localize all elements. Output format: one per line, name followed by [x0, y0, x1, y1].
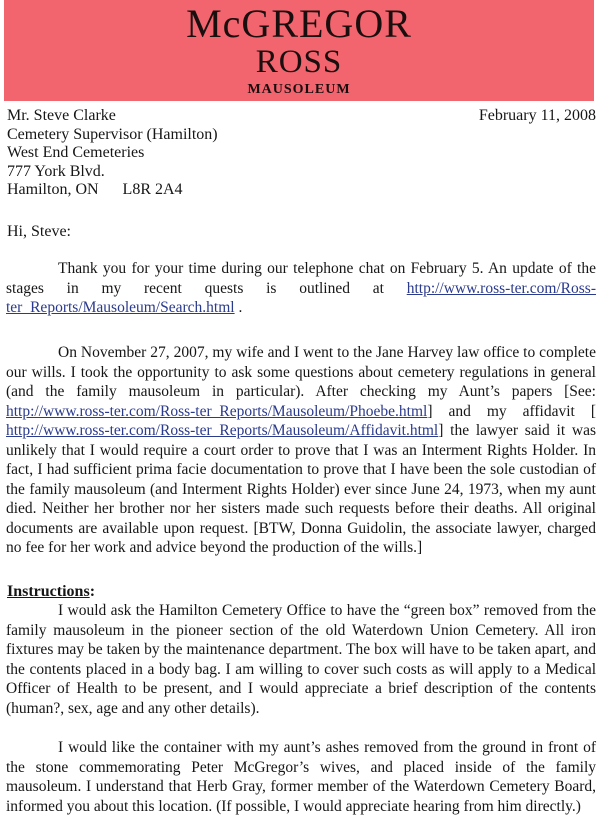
paragraph-ashes: I would like the container with my aunt’s ashes removed from the ground in front of the stone commemorating Peter McGregor’s wives, and placed inside of the family mausoleum. I understand that Herb Gray, former member of the Waterdown Cemetery Board, informed you about this location. (If possible, I would appreciate hearing from him directly.) [6, 739, 596, 815]
affidavit-report-link[interactable]: http://www.ross-ter.com/Ross-ter_Reports/Mausoleum/Affidavit.html [6, 422, 439, 439]
salutation: Hi, Steve: [7, 223, 71, 240]
paragraph-lawyer-part-3: ] the lawyer said it was unlikely that I would require a court order to prove that I was an Interment Rights Holder. In fact, I had sufficient prima facie documentation to prove that I have been the sole custodian of the family mausoleum (and Interment Rights Holder) ever since June 24, 1973, when my aunt died. Neither her brother nor her sisters made such requests before their deaths. All original documents are available upon request. [BTW, Donna Guidolin, the associate lawyer, charged no fee for her work and advice beyond the production of the wills.] [6, 422, 596, 556]
paragraph-update-tail: . [234, 299, 243, 316]
instructions-heading [7, 583, 95, 601]
instructions-heading-text: Instructions [7, 583, 90, 600]
recipient-street: 777 York Blvd. [7, 162, 105, 180]
recipient-title: Cemetery Supervisor (Hamilton) [7, 125, 218, 143]
letterhead-banner [4, 0, 594, 101]
paragraph-lawyer-part-1: On November 27, 2007, my wife and I went to the Jane Harvey law office to complete our wills. I took the opportunity to ask some questions about cemetery regulations in general (and the family mausoleum in particular). After checking my Aunt’s papers [See: [6, 344, 596, 400]
paragraph-green-box: I would ask the Hamilton Cemetery Office to have the “green box” removed from the family mausoleum in the pioneer section of the old Waterdown Union Cemetery. All iron fixtures may be taken by the maintenance department. The box will have to be taken apart, and the contents placed in a body bag. I am willing to cover such costs as will apply to a Medical Officer of Health to be present, and I would appreciate a brief description of the contents (human?, sex, age and any other details). [6, 602, 596, 717]
instructions-heading-colon: : [89, 583, 96, 600]
letterhead-line-3: MAUSOLEUM [247, 82, 351, 97]
letterhead-line-2: ROSS [255, 44, 343, 80]
search-report-link[interactable]: http://www.ross-ter.com/Ross-ter_Reports/Mausoleum/Search.html [6, 279, 596, 316]
paragraph-lawyer-part-2: ] and my affidavit [ [427, 402, 596, 420]
letter-date: February 11, 2008 [478, 107, 596, 124]
paragraph-update [6, 259, 596, 318]
recipient-city: Hamilton, ON L8R 2A4 [7, 181, 183, 198]
phoebe-report-link[interactable]: http://www.ross-ter.com/Ross-ter_Reports/Mausoleum/Phoebe.html [6, 402, 428, 420]
recipient-name: Mr. Steve Clarke [7, 107, 116, 124]
paragraph-update-text: Thank you for your time during our telephone chat on February 5. An update of the stages in my recent quests is outlined at [6, 260, 596, 297]
recipient-org: West End Cemeteries [7, 144, 145, 161]
recipient-address [7, 107, 218, 200]
paragraph-lawyer [6, 343, 596, 558]
letterhead-line-1: McGREGOR [186, 1, 412, 46]
